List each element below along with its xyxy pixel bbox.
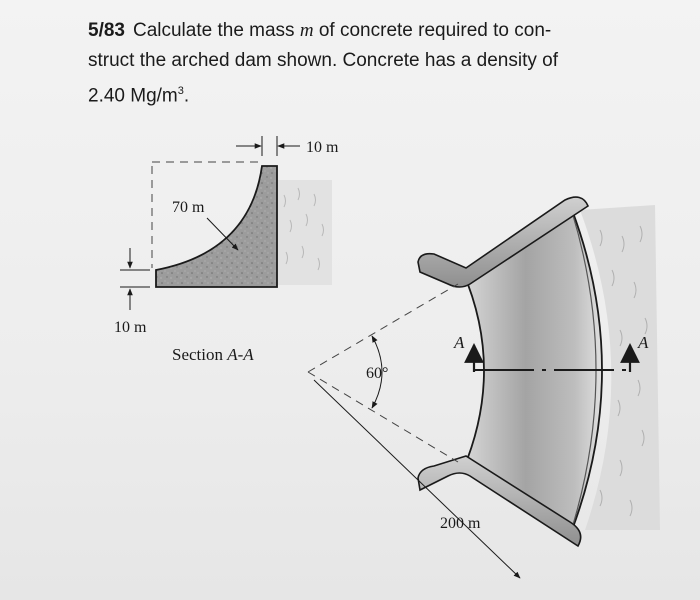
problem-number: 5/83 (88, 20, 125, 41)
radial-line-bottom (308, 372, 458, 462)
problem-line-2: struct the arched dam shown. Concrete has a density of (88, 50, 558, 71)
plan-view (308, 197, 660, 578)
section-caption: Section A-A (172, 345, 254, 364)
problem-text-1b: of concrete required to con- (313, 20, 552, 41)
radius-dim-label: 70 m (172, 199, 205, 216)
radial-line-top (308, 284, 458, 372)
angle-label: 60° (366, 365, 389, 382)
density-value: 2.40 Mg/m (88, 85, 178, 107)
cut-label-right: A (638, 333, 649, 352)
section-water (278, 180, 332, 285)
bottom-dim-label: 10 m (114, 319, 147, 336)
radius-200-label: 200 m (440, 515, 481, 532)
density-period: . (183, 85, 190, 107)
problem-text-1a: Calculate the mass (132, 20, 300, 41)
density-exponent: 3 (177, 85, 184, 97)
mass-variable: m (299, 20, 314, 41)
cut-label-left: A (454, 333, 465, 352)
section-view (114, 136, 339, 364)
top-dim-label: 10 m (306, 139, 339, 156)
section-concrete (156, 166, 277, 287)
